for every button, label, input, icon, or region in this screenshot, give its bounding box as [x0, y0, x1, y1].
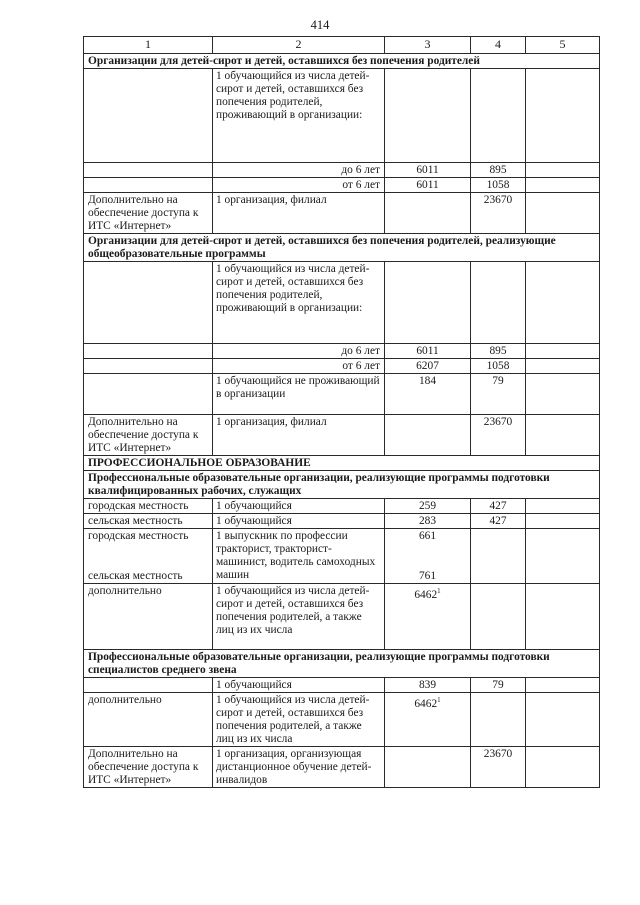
- value-cell: 6011: [385, 163, 471, 178]
- unit-cell: 1 организация, филиал: [213, 415, 385, 456]
- value-cell: 6011: [385, 178, 471, 193]
- page-number: 414: [310, 18, 330, 32]
- rates-table-container: [83, 36, 600, 788]
- row-label: сельская местность: [84, 514, 213, 529]
- age-label: до 6 лет: [213, 163, 385, 178]
- nonresident-description: 1 обучающийся не проживающий в организации: [213, 374, 385, 415]
- col-header-4: 4: [471, 37, 526, 54]
- value-cell: 23670: [471, 746, 526, 787]
- value-cell: 1058: [471, 359, 526, 374]
- header-row: [84, 37, 600, 54]
- value-cell: 895: [471, 163, 526, 178]
- section-title-professional: ПРОФЕССИОНАЛЬНОЕ ОБРАЗОВАНИЕ: [84, 456, 600, 471]
- age-label: от 6 лет: [213, 178, 385, 193]
- value-cell: 184: [385, 374, 471, 415]
- age-label: от 6 лет: [213, 359, 385, 374]
- graduate-description: 1 выпускник по профессии тракторист, тракторист-машинист, водитель самоходных машин: [213, 529, 385, 584]
- col-header-3: 3: [385, 37, 471, 54]
- unit-cell: 1 обучающийся: [213, 499, 385, 514]
- value-cell: 79: [471, 677, 526, 692]
- section-title-orphans-general: Организации для детей-сирот и детей, оставшихся без попечения родителей, реализующие общеобразовательные программы: [84, 234, 600, 262]
- rates-table: [83, 36, 600, 788]
- value-cell: 761: [385, 569, 471, 584]
- value-cell: 23670: [471, 415, 526, 456]
- value-cell: 283: [385, 514, 471, 529]
- row-label: Дополнительно на обеспечение доступа к ИТС «Интернет»: [84, 746, 213, 787]
- footnote-mark: 1: [437, 695, 441, 704]
- value-cell: 895: [471, 344, 526, 359]
- section-title-workers: Профессиональные образовательные организации, реализующие программы подготовки квалифицированных рабочих, служащих: [84, 471, 600, 499]
- unit-cell: 1 обучающийся: [213, 514, 385, 529]
- table-cell: [84, 69, 213, 163]
- resident-description: 1 обучающийся из числа детей-сирот и детей, оставшихся без попечения родителей, проживающий в организации:: [213, 262, 385, 344]
- value-cell: 6462$^1$: [385, 583, 471, 649]
- age-label: до 6 лет: [213, 344, 385, 359]
- value-cell: 6011: [385, 344, 471, 359]
- row-label: сельская местность: [84, 569, 213, 584]
- unit-cell: 1 организация, организующая дистанционное обучение детей-инвалидов: [213, 746, 385, 787]
- col-header-1: 1: [84, 37, 213, 54]
- col-header-5: 5: [526, 37, 600, 54]
- row-label: городская местность: [84, 499, 213, 514]
- value-cell: 427: [471, 499, 526, 514]
- value-cell: 427: [471, 514, 526, 529]
- row-label: городская местность: [84, 529, 213, 569]
- value-cell: 6207: [385, 359, 471, 374]
- resident-description: 1 обучающийся из числа детей-сирот и детей, оставшихся без попечения родителей, проживающий в организации:: [213, 69, 385, 163]
- unit-cell: 1 обучающийся: [213, 677, 385, 692]
- orphan-description: 1 обучающийся из числа детей-сирот и детей, оставшихся без попечения родителей, а также лиц из их числа: [213, 692, 385, 746]
- value-cell: 79: [471, 374, 526, 415]
- value-cell: 1058: [471, 178, 526, 193]
- row-label: дополнительно: [84, 692, 213, 746]
- row-label: Дополнительно на обеспечение доступа к ИТС «Интернет»: [84, 193, 213, 234]
- orphan-description: 1 обучающийся из числа детей-сирот и детей, оставшихся без попечения родителей, а также лиц из их числа: [213, 583, 385, 649]
- col-header-2: 2: [213, 37, 385, 54]
- row-label: дополнительно: [84, 583, 213, 649]
- footnote-mark: 1: [437, 586, 441, 595]
- section-title-specialists: Профессиональные образовательные организации, реализующие программы подготовки специалистов среднего звена: [84, 649, 600, 677]
- unit-cell: 1 организация, филиал: [213, 193, 385, 234]
- value-cell: 259: [385, 499, 471, 514]
- value-cell: 6462$^1$: [385, 692, 471, 746]
- value-cell: 23670: [471, 193, 526, 234]
- row-label: Дополнительно на обеспечение доступа к ИТС «Интернет»: [84, 415, 213, 456]
- value-cell: 839: [385, 677, 471, 692]
- value-cell: 661: [385, 529, 471, 569]
- section-title-orphans: Организации для детей-сирот и детей, оставшихся без попечения родителей: [84, 54, 600, 69]
